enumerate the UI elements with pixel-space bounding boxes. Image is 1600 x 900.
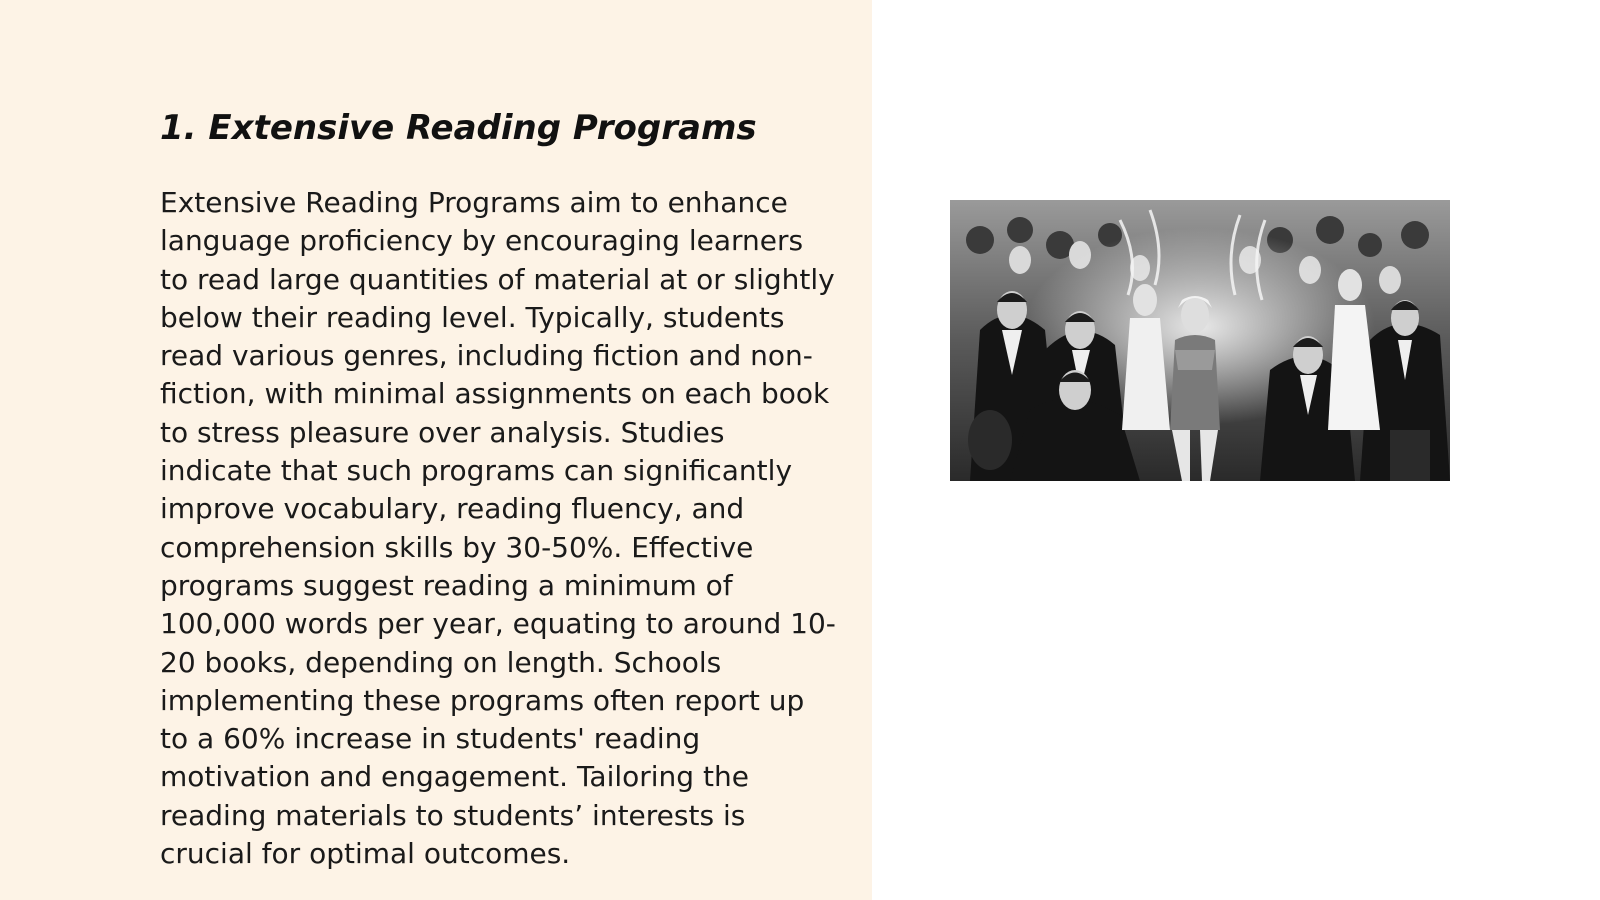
slide-heading: 1. Extensive Reading Programs <box>160 108 757 148</box>
slide-body-text: Extensive Reading Programs aim to enhance language proficiency by encouraging learners to read large quantities of material at or slightly below their reading level. Typically, students read various genres, including fiction and non-fiction, with minimal assignments on each book to stress pleasure over analysis. Studies indicate that such programs can significantly improve vocabulary, reading fluency, and comprehension skills by 30-50%. Effective programs suggest reading a minimum of 100,000 words per year, equating to around 10-20 books, depending on length. Schools implementing these programs often report up to a 60% increase in students' reading motivation and engagement. Tailoring the reading materials to students’ interests is crucial for optimal outcomes. <box>160 186 836 871</box>
vintage-party-photo <box>950 200 1450 481</box>
